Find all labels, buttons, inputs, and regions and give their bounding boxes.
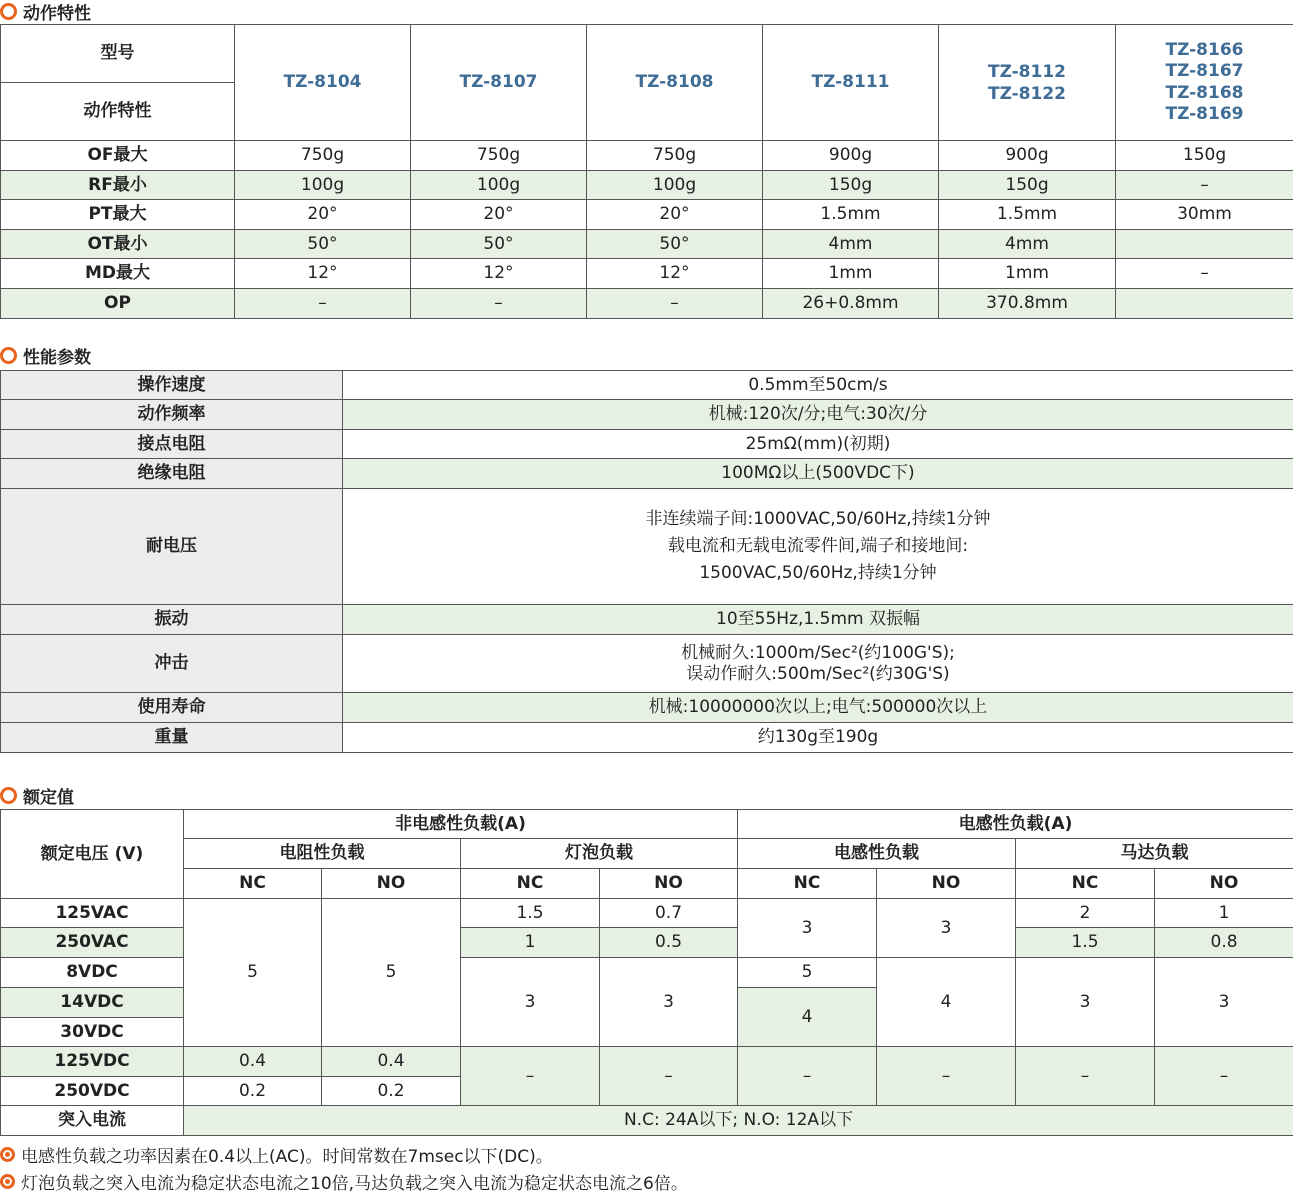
voltage-label: 125VAC xyxy=(1,899,184,928)
inductive-load-header: 电感性负载 xyxy=(738,839,1016,869)
section-title-performance xyxy=(0,344,91,366)
param-label: 振动 xyxy=(1,605,343,635)
cell-value: 750g xyxy=(235,141,411,171)
nc-header: NC xyxy=(738,869,877,899)
section-title-rating xyxy=(0,784,74,806)
no-header: NO xyxy=(600,869,738,899)
section-title-text: 额定值 xyxy=(23,783,74,808)
no-header: NO xyxy=(322,869,461,899)
cell-value: 50° xyxy=(411,230,587,259)
cell-value: 900g xyxy=(939,141,1116,171)
cell-value: 26+0.8mm xyxy=(763,289,939,319)
inrush-label: 突入电流 xyxy=(1,1106,184,1136)
resistive-no-value: 0.4 xyxy=(322,1047,461,1077)
param-value xyxy=(343,635,1293,693)
cell-value: 1mm xyxy=(939,259,1116,289)
nc-header: NC xyxy=(184,869,322,899)
bullet-dot-icon xyxy=(0,1147,15,1162)
param-value: 机械:120次/分;电气:30次/分 xyxy=(343,400,1293,430)
non-inductive-header: 非电感性负载(A) xyxy=(184,810,738,839)
cell-value: 750g xyxy=(411,141,587,171)
lamp-nc-hv-value: – xyxy=(461,1047,600,1106)
lamp-no-value: 0.7 xyxy=(600,899,738,928)
cell-value: 150g xyxy=(939,171,1116,200)
section-title-text: 动作特性 xyxy=(23,0,91,24)
cell-value: 20° xyxy=(587,200,763,230)
row-label: OT最小 xyxy=(1,230,235,259)
lamp-no-hv-value: – xyxy=(600,1047,738,1106)
model-header: TZ-8111 xyxy=(763,25,939,141)
value-line: 非连续端子间:1000VAC,50/60Hz,持续1分钟 xyxy=(343,506,1293,533)
motor-no-dc-value: 3 xyxy=(1155,958,1293,1047)
param-label: 使用寿命 xyxy=(1,693,343,723)
inductive-nc-ac-value: 3 xyxy=(738,899,877,958)
lamp-nc-value: 1.5 xyxy=(461,899,600,928)
cell-value: – xyxy=(587,289,763,319)
cell-value: 150g xyxy=(763,171,939,200)
param-label: 操作速度 xyxy=(1,371,343,400)
motor-load-header: 马达负载 xyxy=(1016,839,1293,869)
inductive-header: 电感性负载(A) xyxy=(738,810,1293,839)
cell-value: 100g xyxy=(587,171,763,200)
lamp-nc-value: 1 xyxy=(461,928,600,958)
voltage-label: 30VDC xyxy=(1,1018,184,1047)
model-header: TZ-8166 TZ-8167 TZ-8168 TZ-8169 xyxy=(1116,25,1293,141)
cell-value xyxy=(1116,289,1293,319)
param-label: 冲击 xyxy=(1,635,343,693)
performance-table xyxy=(0,370,1293,753)
value-line: 机械耐久:1000m/Sec²(约100G'S); xyxy=(343,643,1293,664)
cell-value: 1.5mm xyxy=(939,200,1116,230)
cell-value: 100g xyxy=(235,171,411,200)
motor-nc-hv-value: – xyxy=(1016,1047,1155,1106)
cell-value: 20° xyxy=(411,200,587,230)
footnote xyxy=(0,1169,688,1194)
motor-no-value: 1 xyxy=(1155,899,1293,928)
cell-value: – xyxy=(1116,171,1293,200)
lamp-load-header: 灯泡负载 xyxy=(461,839,738,869)
action-characteristics-table xyxy=(0,24,1293,319)
inductive-nc-hv-value: – xyxy=(738,1047,877,1106)
rating-table xyxy=(0,809,1293,1136)
voltage-label: 125VDC xyxy=(1,1047,184,1077)
motor-nc-dc-value: 3 xyxy=(1016,958,1155,1047)
inductive-nc-8vdc-value: 5 xyxy=(738,958,877,988)
motor-no-value: 0.8 xyxy=(1155,928,1293,958)
footnote-text: 电感性负载之功率因素在0.4以上(AC)。时间常数在7msec以下(DC)。 xyxy=(21,1142,553,1167)
resistive-nc-value: 0.4 xyxy=(184,1047,322,1077)
row-label: PT最大 xyxy=(1,200,235,230)
corner-characteristic-label: 动作特性 xyxy=(1,83,235,141)
circle-bullet-icon xyxy=(0,787,17,804)
cell-value: 12° xyxy=(235,259,411,289)
no-header: NO xyxy=(1155,869,1293,899)
model-header: TZ-8108 xyxy=(587,25,763,141)
cell-value: 1mm xyxy=(763,259,939,289)
corner-model-label: 型号 xyxy=(1,25,235,83)
cell-value: 150g xyxy=(1116,141,1293,171)
param-value: 10至55Hz,1.5mm 双振幅 xyxy=(343,605,1293,635)
circle-bullet-icon xyxy=(0,347,17,364)
inrush-value: N.C: 24A以下; N.O: 12A以下 xyxy=(184,1106,1293,1136)
cell-value: 12° xyxy=(411,259,587,289)
param-value xyxy=(343,489,1293,605)
cell-value: 50° xyxy=(587,230,763,259)
cell-value: 4mm xyxy=(763,230,939,259)
voltage-label: 250VDC xyxy=(1,1077,184,1106)
footnote xyxy=(0,1142,553,1167)
resistive-no-value: 0.2 xyxy=(322,1077,461,1106)
resistive-nc-value: 0.2 xyxy=(184,1077,322,1106)
value-line: 1500VAC,50/60Hz,持续1分钟 xyxy=(343,560,1293,587)
param-value: 机械:10000000次以上;电气:500000次以上 xyxy=(343,693,1293,723)
cell-value: 100g xyxy=(411,171,587,200)
section-title-text: 性能参数 xyxy=(23,343,91,368)
param-label: 动作频率 xyxy=(1,400,343,430)
inductive-no-ac-value: 3 xyxy=(877,899,1016,958)
param-value: 0.5mm至50cm/s xyxy=(343,371,1293,400)
cell-value: 20° xyxy=(235,200,411,230)
cell-value: 750g xyxy=(587,141,763,171)
inductive-no-hv-value: – xyxy=(877,1047,1016,1106)
lamp-no-value: 0.5 xyxy=(600,928,738,958)
model-header: TZ-8104 xyxy=(235,25,411,141)
circle-bullet-icon xyxy=(0,3,17,20)
nc-header: NC xyxy=(461,869,600,899)
resistive-nc-dc-value: 5 xyxy=(184,899,322,1047)
row-label: OP xyxy=(1,289,235,319)
lamp-nc-dc-value: 3 xyxy=(461,958,600,1047)
param-label: 绝缘电阻 xyxy=(1,459,343,489)
no-header: NO xyxy=(877,869,1016,899)
cell-value: 1.5mm xyxy=(763,200,939,230)
voltage-label: 8VDC xyxy=(1,958,184,988)
param-value: 100MΩ以上(500VDC下) xyxy=(343,459,1293,489)
rated-voltage-header: 额定电压 (V) xyxy=(1,810,184,899)
cell-value: – xyxy=(1116,259,1293,289)
lamp-no-dc-value: 3 xyxy=(600,958,738,1047)
cell-value: – xyxy=(235,289,411,319)
cell-value: 50° xyxy=(235,230,411,259)
cell-value: 30mm xyxy=(1116,200,1293,230)
param-label: 耐电压 xyxy=(1,489,343,605)
row-label: OF最大 xyxy=(1,141,235,171)
nc-header: NC xyxy=(1016,869,1155,899)
param-value: 约130g至190g xyxy=(343,723,1293,753)
cell-value: 4mm xyxy=(939,230,1116,259)
bullet-dot-icon xyxy=(0,1174,15,1189)
model-header: TZ-8107 xyxy=(411,25,587,141)
value-line: 误动作耐久:500m/Sec²(约30G'S) xyxy=(343,664,1293,685)
cell-value: 370.8mm xyxy=(939,289,1116,319)
motor-nc-value: 2 xyxy=(1016,899,1155,928)
cell-value: 900g xyxy=(763,141,939,171)
section-title-action xyxy=(0,0,91,22)
voltage-label: 250VAC xyxy=(1,928,184,958)
param-label: 接点电阻 xyxy=(1,430,343,459)
param-value: 25mΩ(mm)(初期) xyxy=(343,430,1293,459)
motor-no-hv-value: – xyxy=(1155,1047,1293,1106)
resistive-no-dc-value: 5 xyxy=(322,899,461,1047)
cell-value: 12° xyxy=(587,259,763,289)
inductive-no-dc-value: 4 xyxy=(877,958,1016,1047)
resistive-load-header: 电阻性负载 xyxy=(184,839,461,869)
model-header: TZ-8112 TZ-8122 xyxy=(939,25,1116,141)
voltage-label: 14VDC xyxy=(1,988,184,1018)
inductive-nc-dc-value: 4 xyxy=(738,988,877,1047)
row-label: MD最大 xyxy=(1,259,235,289)
footnote-text: 灯泡负载之突入电流为稳定状态电流之10倍,马达负载之突入电流为稳定状态电流之6倍。 xyxy=(21,1169,688,1194)
value-line: 载电流和无载电流零件间,端子和接地间: xyxy=(343,533,1293,560)
row-label: RF最小 xyxy=(1,171,235,200)
cell-value: – xyxy=(411,289,587,319)
motor-nc-value: 1.5 xyxy=(1016,928,1155,958)
param-label: 重量 xyxy=(1,723,343,753)
cell-value xyxy=(1116,230,1293,259)
